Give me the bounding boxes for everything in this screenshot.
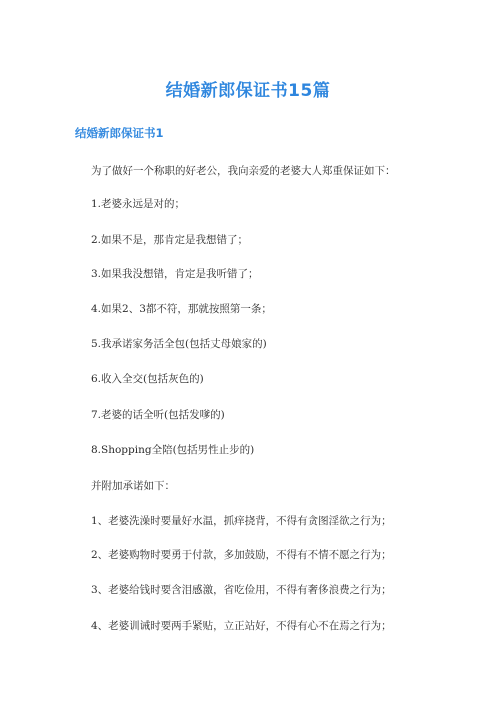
list-item: 4、老婆训诫时要两手紧贴，立正站好，不得有心不在焉之行为；	[91, 620, 392, 632]
document-title: 结婚新郎保证书15篇	[165, 81, 331, 101]
list-item: 1.老婆永远是对的；	[91, 198, 186, 210]
list-item: 5.我承诺家务活全包(包括丈母娘家的)	[91, 338, 267, 350]
list-item: 1、老婆洗澡时要量好水温，抓痒挠背，不得有贪图淫欲之行为；	[91, 515, 392, 527]
list-item: 7.老婆的话全听(包括发嗲的)	[91, 409, 225, 421]
list-item: 2.如果不是，那肯定是我想错了；	[91, 234, 249, 246]
list-item: 6.收入全交(包括灰色的)	[91, 373, 204, 385]
list-item: 3、老婆给钱时要含泪感激，省吃俭用，不得有奢侈浪费之行为；	[91, 584, 392, 596]
list-item: 8.Shopping全陪(包括男性止步的)	[91, 444, 255, 456]
intro-paragraph: 为了做好一个称职的好老公，我向亲爱的老婆大人郑重保证如下：	[91, 165, 396, 177]
list-item: 3.如果我没想错，肯定是我听错了；	[91, 268, 259, 280]
addendum-intro: 并附加承诺如下：	[91, 480, 175, 492]
list-item: 4.如果2、3都不符，那就按照第一条；	[91, 303, 272, 315]
section-heading: 结婚新郎保证书1	[75, 126, 164, 140]
list-item: 2、老婆购物时要勇于付款，多加鼓励，不得有不情不愿之行为；	[91, 549, 392, 561]
